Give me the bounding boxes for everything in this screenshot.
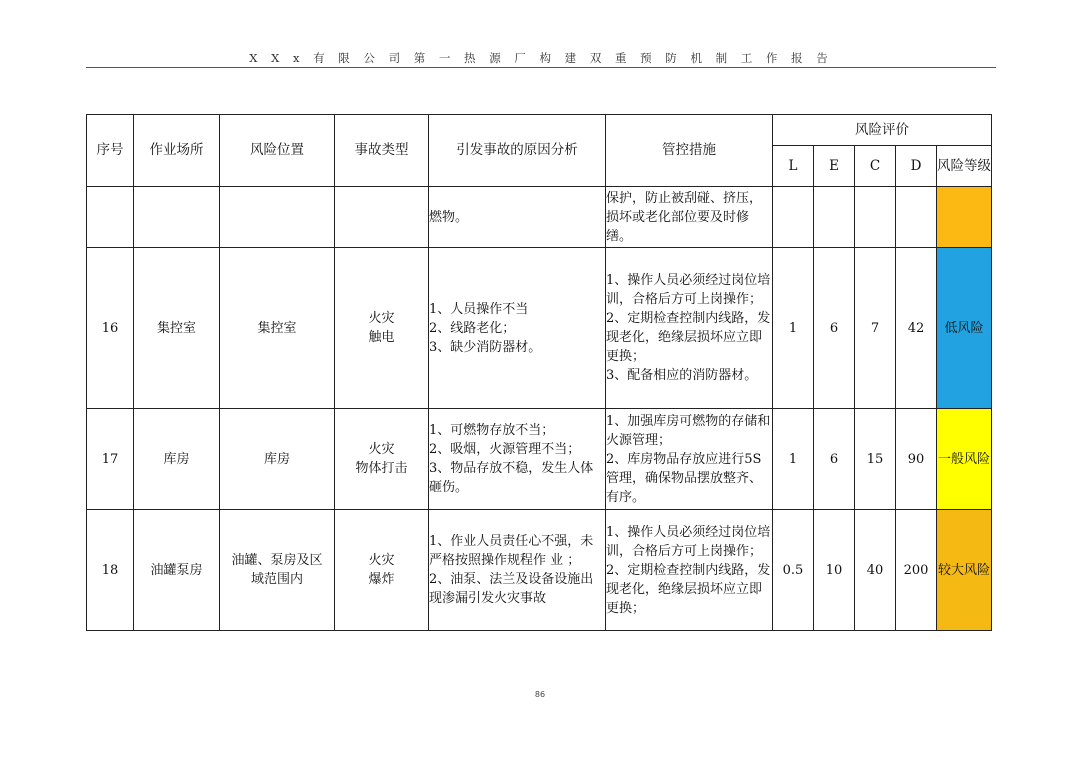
cell-E: 6 (814, 409, 855, 510)
page-number: 86 (534, 690, 546, 699)
control-item: 2、定期检查控制内线路，发现老化，绝缘层损坏应立即更换； (606, 562, 771, 616)
cell-location: 库房 (220, 409, 335, 510)
cell-D: 42 (896, 248, 937, 409)
cell-no: 17 (87, 409, 134, 510)
cell-workplace: 库房 (134, 409, 220, 510)
table-row (87, 510, 992, 631)
control-item: 1、加强库房可燃物的存储和火源管理； (606, 413, 771, 448)
col-header-cause-analysis: 引发事故的原因分析 (429, 115, 606, 187)
col-header-E: E (814, 146, 855, 187)
cell-D: 90 (896, 409, 937, 510)
control-item: 保护，防止被刮碰、挤压，损坏或老化部位要及时修缮。 (606, 190, 763, 244)
header-divider (86, 67, 996, 68)
cell-type: 火灾 物体打击 (335, 409, 429, 510)
col-header-no: 序号 (87, 115, 134, 187)
cell-C (855, 187, 896, 248)
cell-no: 18 (87, 510, 134, 631)
control-item: 2、库房物品存放应进行5S管理，确保物品摆放整齐、有序。 (606, 451, 763, 505)
cell-D (896, 187, 937, 248)
document-header: X X x 有 限 公 司 第 一 热 源 厂 构 建 双 重 预 防 机 制 工 作 报 告 (249, 51, 833, 65)
cell-control (606, 409, 773, 510)
cell-cause: 1、作业人员责任心不强，未严格按照操作规程作 业 ； 2、油泵、法兰及设备设施出现渗漏引发火灾事故 (429, 510, 606, 631)
cell-risk-level: 较大风险 (937, 510, 992, 631)
table-row (87, 409, 992, 510)
cell-control (606, 510, 773, 631)
cell-workplace (134, 187, 220, 248)
table-row (87, 248, 992, 409)
cell-type (335, 187, 429, 248)
cell-control (606, 187, 773, 248)
cell-L (773, 187, 814, 248)
col-header-risk-location: 风险位置 (220, 115, 335, 187)
col-header-L: L (773, 146, 814, 187)
cell-C: 7 (855, 248, 896, 409)
cell-workplace: 集控室 (134, 248, 220, 409)
cell-cause: 燃物。 (429, 187, 606, 248)
cell-no: 16 (87, 248, 134, 409)
cell-no (87, 187, 134, 248)
control-item: 1、操作人员必须经过岗位培训，合格后方可上岗操作； (606, 524, 771, 559)
cell-cause: 1、人员操作不当 2、线路老化； 3、缺少消防器材。 (429, 248, 606, 409)
col-header-D: D (896, 146, 937, 187)
cell-D: 200 (896, 510, 937, 631)
control-item: 3、配备相应的消防器材。 (606, 368, 758, 383)
col-header-risk-level: 风险等级 (937, 146, 992, 187)
cell-risk-level (937, 187, 992, 248)
cell-L: 0.5 (773, 510, 814, 631)
cell-type: 火灾 触电 (335, 248, 429, 409)
cell-L: 1 (773, 248, 814, 409)
control-item: 2、定期检查控制内线路，发现老化，绝缘层损坏应立即更换； (606, 311, 771, 364)
cell-workplace: 油罐泵房 (134, 510, 220, 631)
cell-location: 集控室 (220, 248, 335, 409)
cell-location (220, 187, 335, 248)
control-item: 1、操作人员必须经过岗位培训，合格后方可上岗操作； (606, 273, 771, 307)
cell-risk-level: 低风险 (937, 248, 992, 409)
cell-control (606, 248, 773, 409)
cell-cause: 1、可燃物存放不当； 2、吸烟，火源管理不当； 3、物品存放不稳，发生人体砸伤。 (429, 409, 606, 510)
cell-C: 15 (855, 409, 896, 510)
col-header-C: C (855, 146, 896, 187)
col-header-control-measures: 管控措施 (606, 115, 773, 187)
cell-risk-level: 一般风险 (937, 409, 992, 510)
risk-assessment-table (86, 114, 992, 631)
cell-E: 6 (814, 248, 855, 409)
col-header-workplace: 作业场所 (134, 115, 220, 187)
cell-E: 10 (814, 510, 855, 631)
col-header-accident-type: 事故类型 (335, 115, 429, 187)
cell-type: 火灾 爆炸 (335, 510, 429, 631)
cell-location: 油罐、泵房及区域范围内 (220, 510, 335, 631)
col-header-risk-evaluation: 风险评价 (773, 115, 992, 146)
cell-E (814, 187, 855, 248)
cell-C: 40 (855, 510, 896, 631)
cell-L: 1 (773, 409, 814, 510)
table-row (87, 187, 992, 248)
